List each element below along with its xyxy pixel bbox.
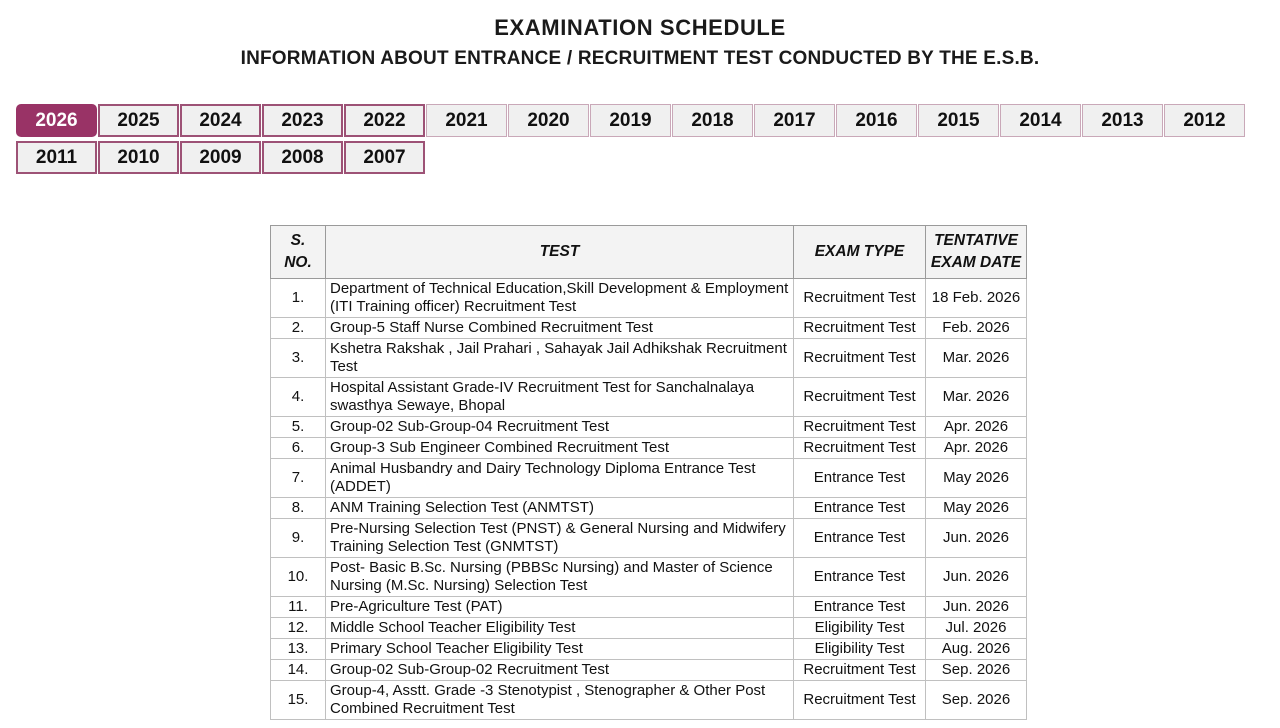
column-header-test: TEST bbox=[326, 226, 794, 279]
exam-type-cell: Entrance Test bbox=[794, 558, 926, 597]
year-tab-2013[interactable]: 2013 bbox=[1082, 104, 1163, 137]
sno-cell: 2. bbox=[271, 318, 326, 339]
table-row bbox=[271, 681, 1027, 720]
year-tab-2010[interactable]: 2010 bbox=[98, 141, 179, 174]
exam-type-cell: Recruitment Test bbox=[794, 417, 926, 438]
test-name-cell: Primary School Teacher Eligibility Test bbox=[326, 639, 794, 660]
sno-cell: 5. bbox=[271, 417, 326, 438]
year-tab-2014[interactable]: 2014 bbox=[1000, 104, 1081, 137]
exam-date-cell: Sep. 2026 bbox=[926, 660, 1027, 681]
exam-date-cell: Apr. 2026 bbox=[926, 438, 1027, 459]
sno-cell: 13. bbox=[271, 639, 326, 660]
test-name-cell: Group-4, Asstt. Grade -3 Stenotypist , Stenographer & Other Post Combined Recruitment Test bbox=[326, 681, 794, 720]
table-row bbox=[271, 498, 1027, 519]
table-row bbox=[271, 339, 1027, 378]
test-name-cell: Group-02 Sub-Group-02 Recruitment Test bbox=[326, 660, 794, 681]
page-subtitle: INFORMATION ABOUT ENTRANCE / RECRUITMENT TEST CONDUCTED BY THE E.S.B. bbox=[240, 48, 1040, 69]
year-tab-2023[interactable]: 2023 bbox=[262, 104, 343, 137]
sno-cell: 15. bbox=[271, 681, 326, 720]
year-tab-2011[interactable]: 2011 bbox=[16, 141, 97, 174]
test-name-cell: Group-5 Staff Nurse Combined Recruitment Test bbox=[326, 318, 794, 339]
exam-date-cell: May 2026 bbox=[926, 498, 1027, 519]
year-tab-2009[interactable]: 2009 bbox=[180, 141, 261, 174]
test-name-cell: Department of Technical Education,Skill Development & Employment (ITI Training officer) Recruitment Test bbox=[326, 279, 794, 318]
exam-type-cell: Recruitment Test bbox=[794, 279, 926, 318]
year-tab-2012[interactable]: 2012 bbox=[1164, 104, 1245, 137]
exam-type-cell: Entrance Test bbox=[794, 519, 926, 558]
year-tabs bbox=[16, 104, 1264, 174]
year-tab-2022[interactable]: 2022 bbox=[344, 104, 425, 137]
table-row bbox=[271, 597, 1027, 618]
year-tab-2017[interactable]: 2017 bbox=[754, 104, 835, 137]
exam-date-cell: May 2026 bbox=[926, 459, 1027, 498]
test-name-cell: ANM Training Selection Test (ANMTST) bbox=[326, 498, 794, 519]
year-tab-2020[interactable]: 2020 bbox=[508, 104, 589, 137]
year-tab-2007[interactable]: 2007 bbox=[344, 141, 425, 174]
table-row bbox=[271, 558, 1027, 597]
table-header-row bbox=[271, 226, 1027, 279]
exam-date-cell: Jun. 2026 bbox=[926, 558, 1027, 597]
year-tab-2026[interactable]: 2026 bbox=[16, 104, 97, 137]
exam-type-cell: Entrance Test bbox=[794, 498, 926, 519]
year-tab-2018[interactable]: 2018 bbox=[672, 104, 753, 137]
exam-type-cell: Recruitment Test bbox=[794, 378, 926, 417]
year-tab-2008[interactable]: 2008 bbox=[262, 141, 343, 174]
schedule-table-container bbox=[270, 225, 1280, 720]
page-title: EXAMINATION SCHEDULE bbox=[494, 15, 786, 40]
test-name-cell: Post- Basic B.Sc. Nursing (PBBSc Nursing) and Master of Science Nursing (M.Sc. Nursing) Selection Test bbox=[326, 558, 794, 597]
table-row bbox=[271, 639, 1027, 660]
test-name-cell: Hospital Assistant Grade-IV Recruitment Test for Sanchalnalaya swasthya Sewaye, Bhopal bbox=[326, 378, 794, 417]
exam-type-cell: Recruitment Test bbox=[794, 660, 926, 681]
sno-cell: 6. bbox=[271, 438, 326, 459]
sno-cell: 12. bbox=[271, 618, 326, 639]
column-header-sno: S. NO. bbox=[271, 226, 326, 279]
sno-cell: 11. bbox=[271, 597, 326, 618]
table-row bbox=[271, 618, 1027, 639]
table-row bbox=[271, 279, 1027, 318]
exam-type-cell: Recruitment Test bbox=[794, 681, 926, 720]
exam-type-cell: Recruitment Test bbox=[794, 318, 926, 339]
exam-date-cell: Aug. 2026 bbox=[926, 639, 1027, 660]
exam-type-cell: Eligibility Test bbox=[794, 639, 926, 660]
sno-cell: 8. bbox=[271, 498, 326, 519]
year-tab-2019[interactable]: 2019 bbox=[590, 104, 671, 137]
column-header-exam-type: EXAM TYPE bbox=[794, 226, 926, 279]
sno-cell: 9. bbox=[271, 519, 326, 558]
table-row bbox=[271, 378, 1027, 417]
sno-cell: 10. bbox=[271, 558, 326, 597]
exam-date-cell: Apr. 2026 bbox=[926, 417, 1027, 438]
table-row bbox=[271, 519, 1027, 558]
exam-type-cell: Entrance Test bbox=[794, 459, 926, 498]
exam-type-cell: Recruitment Test bbox=[794, 438, 926, 459]
test-name-cell: Kshetra Rakshak , Jail Prahari , Sahayak Jail Adhikshak Recruitment Test bbox=[326, 339, 794, 378]
table-row bbox=[271, 417, 1027, 438]
table-row bbox=[271, 459, 1027, 498]
test-name-cell: Group-3 Sub Engineer Combined Recruitment Test bbox=[326, 438, 794, 459]
exam-date-cell: Mar. 2026 bbox=[926, 378, 1027, 417]
year-tabs-row-1 bbox=[16, 104, 1264, 137]
year-tab-2025[interactable]: 2025 bbox=[98, 104, 179, 137]
exam-type-cell: Recruitment Test bbox=[794, 339, 926, 378]
year-tab-2021[interactable]: 2021 bbox=[426, 104, 507, 137]
exam-date-cell: Jul. 2026 bbox=[926, 618, 1027, 639]
table-row bbox=[271, 660, 1027, 681]
year-tab-2015[interactable]: 2015 bbox=[918, 104, 999, 137]
table-row bbox=[271, 438, 1027, 459]
column-header-exam-date: TENTATIVE EXAM DATE bbox=[926, 226, 1027, 279]
schedule-table bbox=[270, 225, 1027, 720]
exam-date-cell: Feb. 2026 bbox=[926, 318, 1027, 339]
sno-cell: 3. bbox=[271, 339, 326, 378]
exam-date-cell: Jun. 2026 bbox=[926, 519, 1027, 558]
test-name-cell: Middle School Teacher Eligibility Test bbox=[326, 618, 794, 639]
year-tabs-row-2 bbox=[16, 141, 1264, 174]
test-name-cell: Animal Husbandry and Dairy Technology Diploma Entrance Test (ADDET) bbox=[326, 459, 794, 498]
exam-type-cell: Entrance Test bbox=[794, 597, 926, 618]
year-tab-2024[interactable]: 2024 bbox=[180, 104, 261, 137]
exam-date-cell: Jun. 2026 bbox=[926, 597, 1027, 618]
exam-date-cell: 18 Feb. 2026 bbox=[926, 279, 1027, 318]
exam-date-cell: Sep. 2026 bbox=[926, 681, 1027, 720]
year-tab-2016[interactable]: 2016 bbox=[836, 104, 917, 137]
sno-cell: 4. bbox=[271, 378, 326, 417]
sno-cell: 14. bbox=[271, 660, 326, 681]
table-row bbox=[271, 318, 1027, 339]
sno-cell: 7. bbox=[271, 459, 326, 498]
test-name-cell: Pre-Nursing Selection Test (PNST) & General Nursing and Midwifery Training Selection Test (GNMTST) bbox=[326, 519, 794, 558]
exam-date-cell: Mar. 2026 bbox=[926, 339, 1027, 378]
exam-type-cell: Eligibility Test bbox=[794, 618, 926, 639]
test-name-cell: Group-02 Sub-Group-04 Recruitment Test bbox=[326, 417, 794, 438]
test-name-cell: Pre-Agriculture Test (PAT) bbox=[326, 597, 794, 618]
sno-cell: 1. bbox=[271, 279, 326, 318]
